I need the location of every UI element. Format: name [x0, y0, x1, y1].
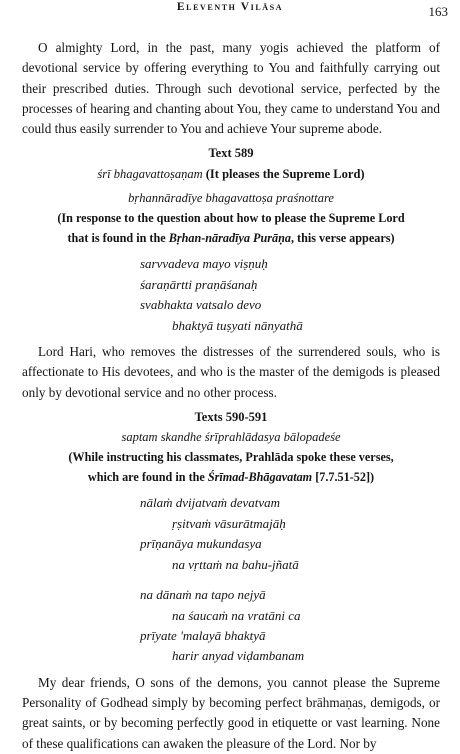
- verse-line: nālaṁ dvijatvaṁ devatvam: [140, 495, 281, 511]
- text-590-block: [22, 407, 440, 488]
- verse-line: śaraṇārtti praṇāśanaḥ: [140, 276, 258, 292]
- verse-line: ṛṣitvaṁ vāsurātmajāḥ: [172, 515, 286, 531]
- verse-line: prīṇanāya mukundasya: [140, 536, 262, 552]
- context-text: [7.7.51-52]): [315, 470, 375, 485]
- text-heading: Text 589: [208, 146, 254, 161]
- verse-line: sarvvadeva mayo viṣṇuḥ: [140, 256, 268, 272]
- context-text: which are found in the: [87, 470, 205, 485]
- context-line: (In response to the question about how to please the Supreme Lord: [57, 211, 405, 226]
- paragraph-purport-1: O almighty Lord, in the past, many yogis achieved the platform of devotional service by offering everything to You and faithfully carrying out their prescribed duties. Through such devotional service, perfected by the processes of hearing and chanting about You, they came to understand You and could thus easily surrender to You and achieve Your supreme abode.: [22, 40, 440, 137]
- context-text: that is found in the: [67, 231, 166, 246]
- context-line: [22, 467, 440, 487]
- page-header: [0, 0, 460, 24]
- page-body: [22, 38, 440, 754]
- verse-line: na śaucaṁ na vratāni ca: [172, 607, 301, 623]
- page-number: 163: [428, 4, 448, 19]
- verse-line: bhaktyā tuṣyati nānyathā: [172, 317, 303, 333]
- verse-line: na vṛttaṁ na bahu-jñatā: [172, 556, 299, 572]
- text-reference: [22, 164, 440, 184]
- scripture-title: Bṛhan-nāradīya Purāṇa: [168, 231, 291, 246]
- reference-title: śrī bhagavattoṣaṇam: [97, 166, 203, 181]
- context-line: [22, 228, 440, 248]
- verse-gap: [140, 575, 440, 585]
- text-source: bṛhannāradīye bhagavattoṣa praśnottare: [128, 191, 334, 206]
- text-heading: Texts 590-591: [194, 409, 268, 424]
- running-head: Eleventh Vilāsa: [176, 1, 284, 13]
- sanskrit-verse: [140, 254, 440, 336]
- paragraph-translation-589: Lord Hari, who removes the distresses of the surrendered souls, who is affectionate to His devotees, and who is the master of the demigods is pleased only by devotional service and no other process.: [22, 344, 440, 400]
- sanskrit-verse: [140, 493, 440, 666]
- verse-line: svabhakta vatsalo devo: [140, 297, 262, 313]
- paragraph-translation-590: My dear friends, O sons of the demons, you cannot please the Supreme Personality of Godhead simply by becoming perfect brāhmaṇas, demigods, or great saints, or by becoming perfectly good in etiquette or vast learning. None of these qualifications can awaken the pleasure of the Lord. Nor by: [22, 674, 440, 751]
- verse-line: harir anyad viḍambanam: [172, 648, 305, 664]
- context-line: (While instructing his classmates, Prahlāda spoke these verses,: [68, 450, 394, 465]
- reference-note: (It pleases the Supreme Lord): [205, 166, 365, 181]
- text-589-block: [22, 143, 440, 248]
- verse-line: prīyate 'malayā bhaktyā: [140, 627, 266, 643]
- scripture-title: Śrīmad-Bhāgavatam: [207, 470, 313, 485]
- text-reference: saptam skandhe śrīprahlādasya bālopadeśe: [121, 430, 341, 445]
- context-text: , this verse appears): [290, 231, 395, 246]
- verse-line: na dānaṁ na tapo nejyā: [140, 587, 266, 603]
